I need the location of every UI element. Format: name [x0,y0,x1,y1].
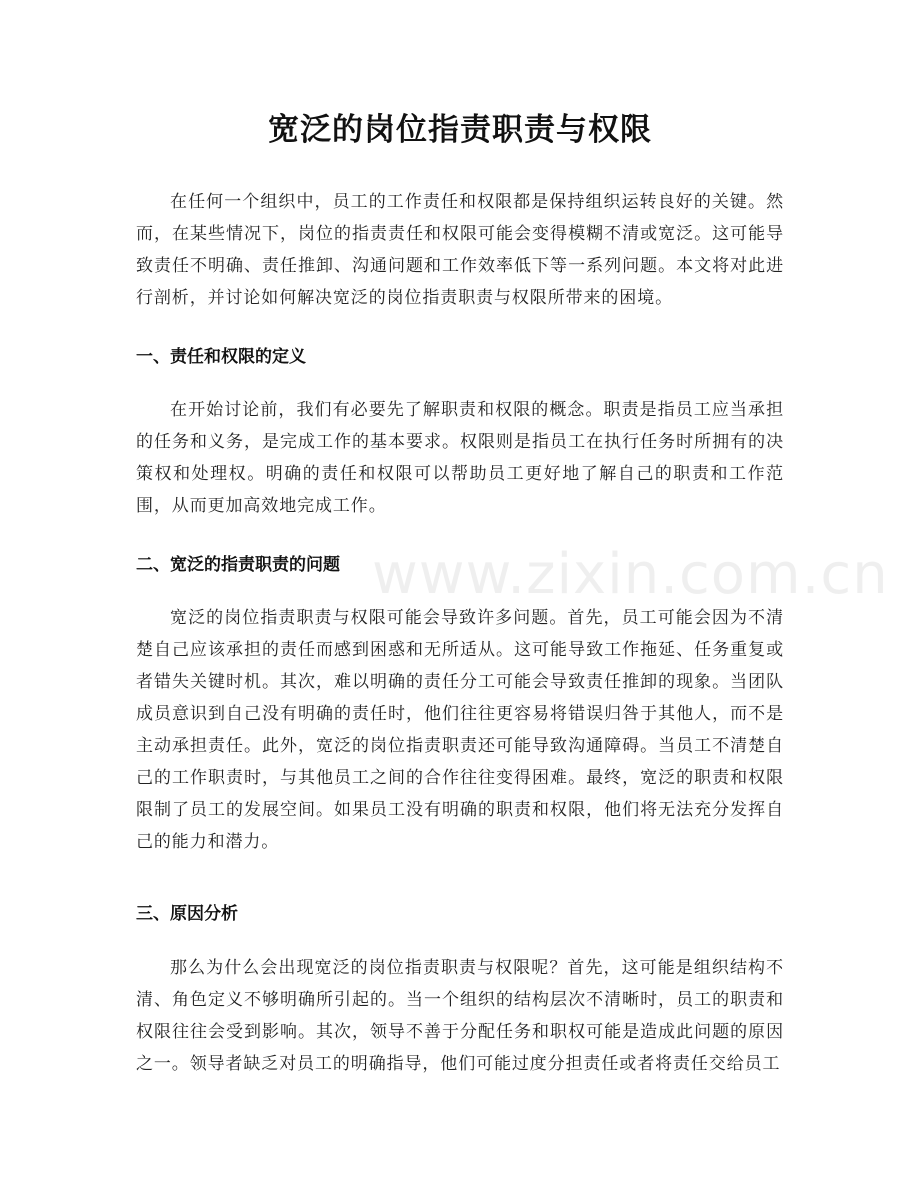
section-heading-definition: 一、责任和权限的定义 [136,347,306,367]
section-heading-causes: 三、原因分析 [136,904,238,924]
section-body-problems: 宽泛的岗位指责职责与权限可能会导致许多问题。首先，员工可能会因为不清楚自己应该承担的责任而感到困惑和无所适从。这可能导致工作拖延、任务重复或者错失关键时机。其次，难以明确的责任分工可能会导致责任推卸的现象。当团队成员意识到自己没有明确的责任时，他们往往更容易将错误归咎于其他人，而不是主动承担责任。此外，宽泛的岗位指责职责还可能导致沟通障碍。当员工不清楚自己的工作职责时，与其他员工之间的合作往往变得困难。最终，宽泛的职责和权限限制了员工的发展空间。如果员工没有明确的职责和权限，他们将无法充分发挥自己的能力和潜力。 [136,608,784,852]
document-title: 宽泛的岗位指责职责与权限 [268,112,652,148]
watermark: www.zixin.com.cn [372,542,889,607]
intro-paragraph: 在任何一个组织中，员工的工作责任和权限都是保持组织运转良好的关键。然而，在某些情况下，岗位的指责责任和权限可能会变得模糊不清或宽泛。这可能导致责任不明确、责任推卸、沟通问题和工作效率低下等一系列问题。本文将对此进行剖析，并讨论如何解决宽泛的岗位指责职责与权限所带来的困境。 [136,192,784,308]
section-body-definition: 在开始讨论前，我们有必要先了解职责和权限的概念。职责是指员工应当承担的任务和义务，是完成工作的基本要求。权限则是指员工在执行任务时所拥有的决策权和处理权。明确的责任和权限可以帮助员工更好地了解自己的职责和工作范围，从而更加高效地完成工作。 [136,400,784,516]
section-heading-problems: 二、宽泛的指责职责的问题 [136,555,340,575]
section-body-causes: 那么为什么会出现宽泛的岗位指责职责与权限呢？首先，这可能是组织结构不清、角色定义不够明确所引起的。当一个组织的结构层次不清晰时，员工的职责和权限往往会受到影响。其次，领导不善于分配任务和职权可能是造成此问题的原因之一。领导者缺乏对员工的明确指导，他们可能过度分担责任或者将责任交给员工 [136,958,784,1074]
